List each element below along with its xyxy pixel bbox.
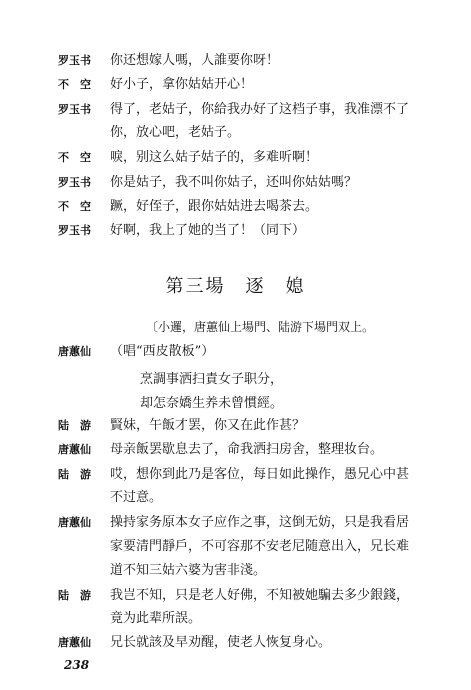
dialogue-text: 母亲飯罢歇息去了，命我洒扫房舍，整理妆台。 <box>110 442 384 457</box>
dialogue-text: 蹶，好侄子，跟你姑姑进去喝茶去。 <box>110 199 319 214</box>
speaker-name: 陆 游 <box>58 468 91 481</box>
dialogue-text: 你是姑子，我不叫你姑子，还叫你姑姑嗎？ <box>110 175 358 190</box>
speaker-name: 唐蕙仙 <box>58 443 91 456</box>
singing-cue: （唱“西皮散板”） <box>110 344 215 359</box>
speaker-name: 不 空 <box>58 78 91 91</box>
speaker-name: 不 空 <box>58 151 91 164</box>
dialogue-text: 你还想嫁人嗎，人誰要你呀！ <box>110 53 280 68</box>
verse-line: 却怎奈嬌生养未曾慣經。 <box>140 396 284 411</box>
dialogue-text: 賢妹，午飯才罢，你又在此作甚？ <box>110 418 306 433</box>
dialogue-text: 我岂不知，只是老人好佛，不知被她騙去多少銀錢， <box>110 588 410 603</box>
dialogue-continuation: 不过意。 <box>110 490 163 505</box>
dialogue-continuation: 你，放心吧，老姑子。 <box>110 125 241 140</box>
dialogue-text: 兄长就該及早劝醒，使老人恢复身心。 <box>110 635 332 650</box>
verse-line: 烹調事洒扫責女子职分， <box>140 372 284 387</box>
dialogue-text: 唳，别这么姑子姑子的，多难听啊！ <box>110 150 319 165</box>
speaker-name: 罗玉书 <box>58 176 91 189</box>
stage-direction: 〔小邏，唐蕙仙上場門、陆游下場門双上。 <box>146 320 375 334</box>
dialogue-continuation: 家要清門靜戶，不可容那不安老尼随意出入，兄长难 <box>110 539 410 554</box>
dialogue-text: 操持家务原本女子应作之事，这倒无妨，只是我看居 <box>110 515 410 530</box>
scene-title: 第三場 逐 媳 <box>165 276 306 297</box>
dialogue-text: 好啊，我上了她的当了！（同下） <box>110 223 306 238</box>
speaker-name: 陆 游 <box>58 589 91 602</box>
dialogue-text: 哎，想你到此乃是客位，每日如此操作，愚兄心中甚 <box>110 467 410 482</box>
speaker-name: 唐蕙仙 <box>58 636 91 649</box>
page-number: 238 <box>64 658 90 672</box>
dialogue-continuation: 竟为此辈所誤。 <box>110 611 202 626</box>
speaker-name: 唐蕙仙 <box>58 516 91 529</box>
speaker-name: 罗玉书 <box>58 224 91 237</box>
speaker-name: 唐蕙仙 <box>58 345 91 358</box>
speaker-name: 不 空 <box>58 200 91 213</box>
speaker-name: 罗玉书 <box>58 103 91 116</box>
speaker-name: 陆 游 <box>58 419 91 432</box>
dialogue-text: 得了，老姑子，你給我办好了这档子事，我准漂不了 <box>110 102 410 117</box>
dialogue-text: 好小子，拿你姑姑开心！ <box>110 77 254 92</box>
speaker-name: 罗玉书 <box>58 54 91 67</box>
dialogue-continuation: 道不知三姑六婆为害非淺。 <box>110 563 267 578</box>
